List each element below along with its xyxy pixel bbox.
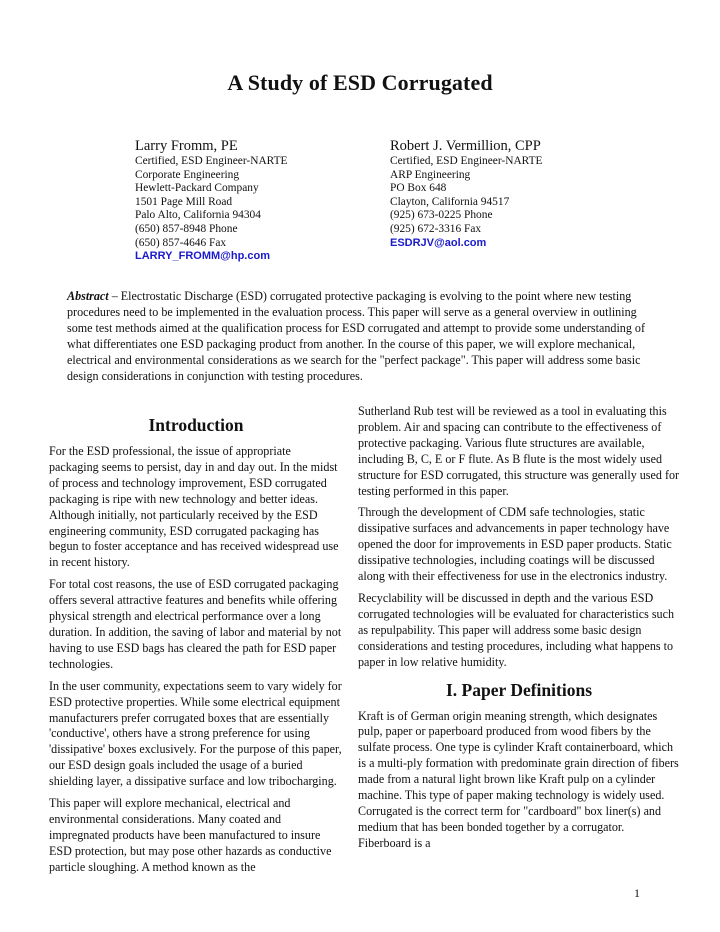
section-heading-introduction: Introduction: [148, 415, 244, 435]
body-paragraph: In the user community, expectations seem to vary widely for ESD protective properties. While some electrical equipment manufacturers prefer corrugated boxes that are essentially 'conductive', others have a strong preference for using 'dissipative' boxes exclusively. For the purpose of this paper, our ESD design goals included the usage of a buried shielding layer, a dissipative surface and low tribocharging.: [49, 678, 342, 789]
author-affiliation-line: Palo Alto, California 94304: [135, 209, 261, 222]
author-fax: (925) 672-3316 Fax: [390, 222, 482, 235]
right-column: [358, 404, 680, 858]
author-affiliation-line: ARP Engineering: [390, 168, 471, 181]
body-paragraph: Kraft is of German origin meaning strength, which designates pulp, paper or paperboard produced from wood fibers by the sulfate process. One type is cylinder Kraft containerboard, which is a multi-ply formation with predominate grain direction of fibers made from a natural light brown like Kraft pulp on a cylinder machine. This type of paper making technology is widely used. Corrugated is the correct term for "cardboard" box liner(s) and medium that has been bonded together by a corrugator. Fiberboard is a: [358, 708, 679, 850]
abstract-text: – Electrostatic Discharge (ESD) corrugated protective packaging is evolving to the point where new testing procedures need to be implemented in the evaluation process. This paper will serve as a general overview in outlining some test methods aimed at the qualification process for ESD corrugated and attempt to provide some understanding of what differentiates one ESD packaging product from another. In the course of this paper, we will explore mechanical, electrical and environmental considerations as we search for the "perfect package". This paper will address some basic design considerations in conjunction with testing procedures.: [67, 289, 645, 383]
body-paragraph: Recyclability will be discussed in depth and the various ESD corrugated technologies will be evaluated for characteristics such as repulpability. This paper will address some basic design considerations and testing procedures, including what happens to paper in low relative humidity.: [358, 590, 674, 669]
author-phone: (650) 857-8948 Phone: [135, 222, 238, 235]
body-paragraph: This paper will explore mechanical, electrical and environmental considerations. Many coated and impregnated products have been manufactured to insure ESD protection, but may pose other hazards as conductive particle sloughing. A method known as the: [49, 796, 332, 874]
author-block-vermillion: [390, 137, 543, 250]
page-number: 1: [634, 886, 640, 900]
body-paragraph: Sutherland Rub test will be reviewed as a tool in evaluating this problem. Air and spacing can contribute to the effectiveness of protective packaging. Various flute structures are available, including B, C, E or F flute. As B flute is the most widely used structure for ESD corrugated, this structure was generally used for testing performed in this paper.: [358, 404, 680, 498]
author-block-fromm: [135, 137, 288, 264]
author-phone: (925) 673-0225 Phone: [390, 209, 493, 222]
author-email-link[interactable]: LARRY_FROMM@hp.com: [135, 250, 270, 263]
author-name: Larry Fromm, PE: [135, 138, 238, 154]
body-paragraph: For total cost reasons, the use of ESD corrugated packaging offers several attractive features and benefits while offering physical strength and electrical performance over a long duration. In addition, the saving of labor and material by not having to use ESD bags has cleared the path for ESD paper technologies.: [49, 577, 342, 671]
paper-title: A Study of ESD Corrugated: [227, 70, 493, 95]
left-column: [49, 404, 343, 882]
body-paragraph: For the ESD professional, the issue of appropriate packaging seems to persist, day in and day out. In the midst of process and technology improvement, ESD corrugated packaging is ripe with new technology and better ideas. Although initially, not particularly received by the ESD engineering community, ESD corrugated packaging has begun to foster acceptance and has received widespread use in recent history.: [49, 444, 339, 570]
author-affiliation-line: Hewlett-Packard Company: [135, 182, 259, 195]
author-affiliation-line: Certified, ESD Engineer-NARTE: [390, 155, 543, 167]
author-affiliation-line: Clayton, California 94517: [390, 195, 510, 208]
section-heading-paper-definitions: I. Paper Definitions: [446, 679, 592, 700]
author-affiliation-line: Certified, ESD Engineer-NARTE: [135, 155, 288, 167]
author-email-link[interactable]: ESDRJV@aol.com: [390, 236, 487, 249]
abstract-label: Abstract: [67, 289, 109, 303]
author-affiliation-line: Corporate Engineering: [135, 168, 240, 181]
author-name: Robert J. Vermillion, CPP: [390, 138, 541, 154]
author-affiliation-line: PO Box 648: [390, 182, 447, 195]
body-paragraph: Through the development of CDM safe technologies, static dissipative surfaces and advancements in paper technology have opened the door for improvements in ESD paper products. Static dissipative technologies, including coatings will be discussed along with their effectiveness for use in the electronics industry.: [358, 505, 672, 584]
author-affiliation-line: 1501 Page Mill Road: [135, 195, 233, 208]
abstract: [67, 289, 662, 384]
author-fax: (650) 857-4646 Fax: [135, 236, 227, 249]
